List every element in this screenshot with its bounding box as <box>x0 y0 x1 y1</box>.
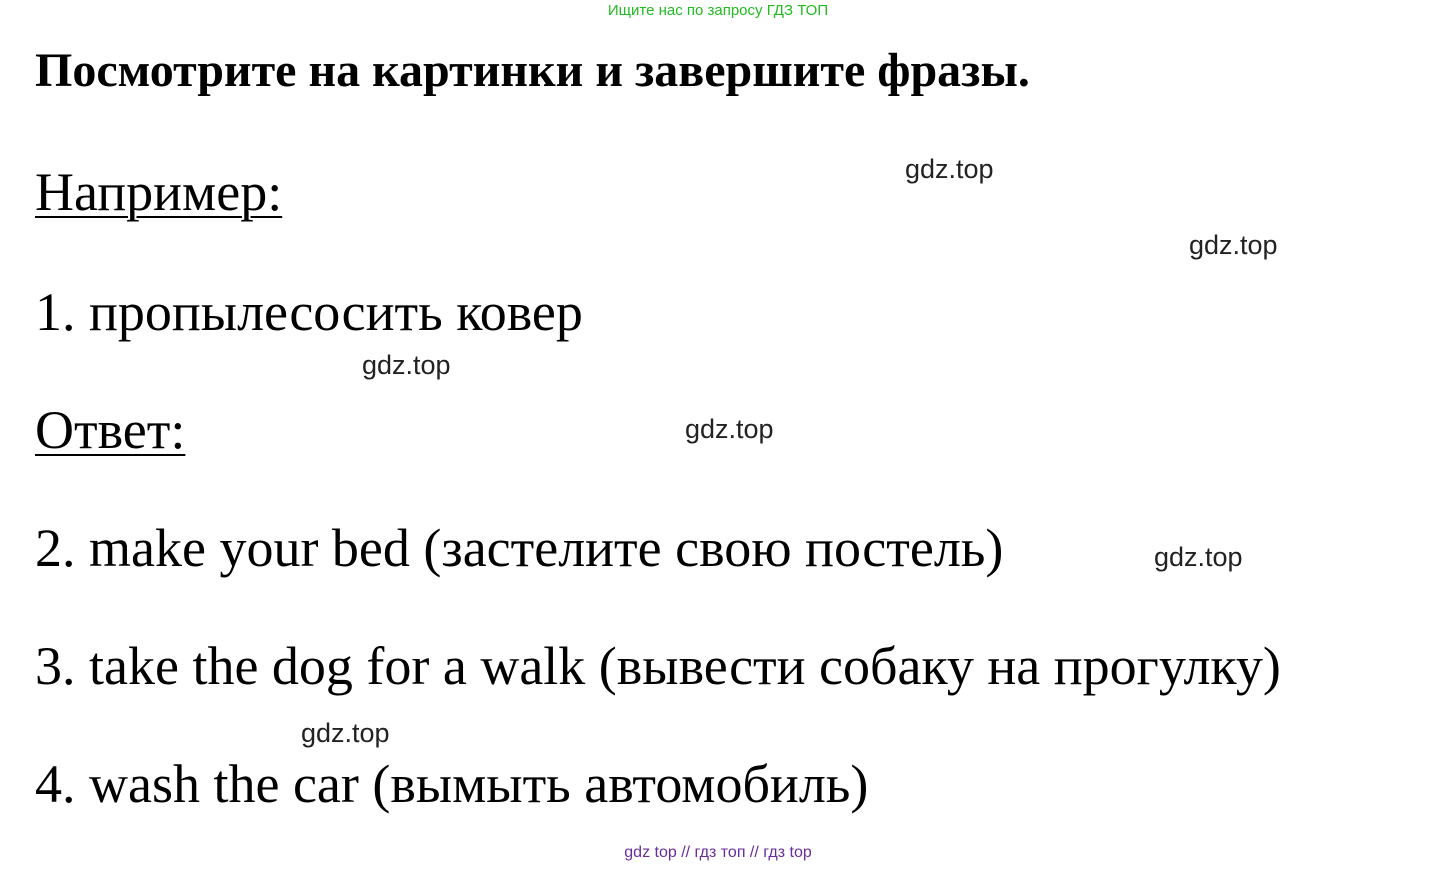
answer-item-4: 4. wash the car (вымыть автомобиль) <box>35 754 869 814</box>
watermark: gdz.top <box>685 414 774 444</box>
footer-watermark: gdz top // гдз топ // гдз top <box>624 844 812 861</box>
watermark: gdz.top <box>905 154 994 184</box>
example-item: 1. пропылесосить ковер <box>35 282 583 342</box>
watermark: gdz.top <box>301 718 390 748</box>
example-label: Например: <box>35 162 283 222</box>
watermark: gdz.top <box>1189 230 1278 260</box>
answer-label: Ответ: <box>35 400 186 460</box>
page-title: Посмотрите на картинки и завершите фразы. <box>35 44 1030 97</box>
watermark: gdz.top <box>362 350 451 380</box>
top-banner: Ищите нас по запросу ГДЗ ТОП <box>607 2 829 19</box>
answer-item-3: 3. take the dog for a walk (вывести собаку на прогулку) <box>35 636 1281 696</box>
answer-item-2: 2. make your bed (застелите свою постель) <box>35 518 1004 578</box>
watermark: gdz.top <box>1154 542 1243 572</box>
